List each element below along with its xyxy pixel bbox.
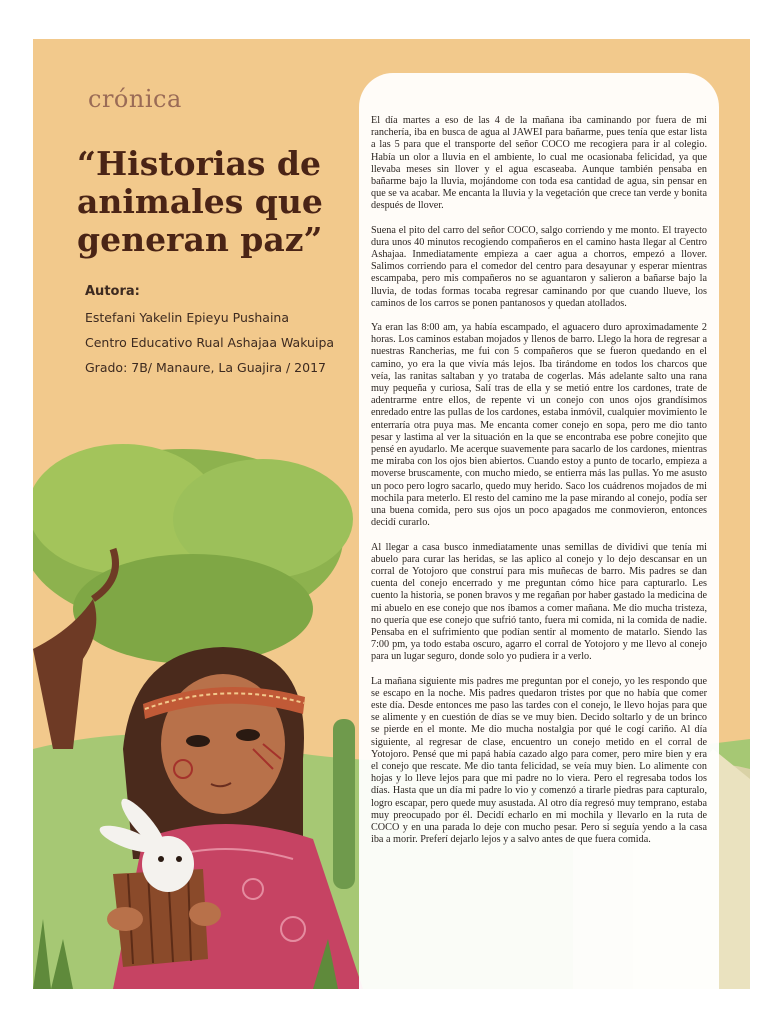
section-label: crónica [88,85,182,113]
paragraph-4: Al llegar a casa busco inmediatamente unas semillas de dividivi que tenía mi abuelo para curar las heridas, se las aplico al conejo y lo dejo descansar en un corral de Yotojoro que construí para mis muñecas de barro. Mis padres se dan cuenta del conejo encerrado y me preguntan cómo hice para capturarlo. Les cuento la historia, se ponen bravos y me regañan por haber gastado la medicina de mi abuelo en ese conejo que nos íbamos a comer mañana. Me dio mucha tristeza, no quería que ese conejo que sufrió tanto, fuera mi comida, ni la comida de nadie. Pensaba en el sufrimiento que podían sentir al momento de matarlo. Siendo las 7:00 pm, ya todo estaba oscuro, agarro el corral de Yotojoro y me llevo al conejo para un lugar seguro, donde solo yo pudiera ir a verlo. [371,541,707,663]
grade-info: Grado: 7B/ Manaure, La Guajira / 2017 [85,360,326,375]
author-label: Autora: [85,284,140,299]
school-name: Centro Educativo Rual Ashajaa Wakuipa [85,335,335,350]
paragraph-5: La mañana siguiente mis padres me preguntan por el conejo, yo les respondo que se escapo en la noche. Mis padres quedaron tristes por que no había que comer este día. Desde entonces me paso las tardes con el conejo, le llevo hojas para que se alimente y en cuestión de días se ve muy bien. Decido soltarlo y de un brinco se pierde en el monte. Me dio mucha nostalgia por qué le cogí cariño. Al día siguiente, al regresar de clase, encuentro un conejo metido en el corral de Yotojoro. Pensé que mi papá había cazado algo para comer, pero mire bien y era el conejo que rescate. Me dio tanta felicidad, se veía muy bien. Lo alimente con hojas y lo lleve lejos para que mi padre no lo viera. Pero el regresaba todos los días. Hasta que un día mi padre lo vio y comenzó a tirarle piedras para capturalo, logro escapar, pero quede muy asustada. Al otro día regresó muy temprano, estaba muy preocupado por él. Decidí echarlo en mi mochila y llevarlo en la ruta de COCO y en una parada lo deje con mucho pesar. Pero si seguía yendo a la casa iba a morir. Preferí dejarlo lejos y a salvo antes de que fuera comida. [371,675,707,846]
article-title: “Historias de animales que generan paz” [77,144,323,259]
paragraph-1: El día martes a eso de las 4 de la mañana iba caminando por fuera de mi ranchería, iba en busca de agua al JAWEI para bañarme, pues tenía que estar lista a las 5 para que el transporte del señor COCO me recogiera para ir al colegio. Había un olor a lluvia en el ambiente, lo cual me ocasionaba felicidad, ya que llevaba meses sin llover y el agua escaseaba. Aunque también pensaba en bañarme bajo la lluvia, mojándome con toda esa cantidad de agua, sin pensar en que se va acabar. Me encanta la lluvia y la vegetación que crece tan verde y bonita después de llover. [371,115,707,212]
magazine-page [33,39,750,989]
article-body [371,115,707,858]
author-name: Estefani Yakelin Epieyu Pushaina [85,310,290,325]
paragraph-2: Suena el pito del carro del señor COCO, salgo corriendo y me monto. El trayecto dura unos 40 minutos recogiendo compañeros en el camino hasta llegar al Centro Ashajaa. Inmediatamente empieza a caer agua a chorros, empezó a llover. Salimos corriendo para el comedor del centro para desayunar y esperar mientras escampaba, pero mis compañeros no se aguantaron y salieron a bañarse bajo la lluvia, de todas formas tocaba regresar caminando por que cuando llueve, los caminos de los carros se ponen pantanosos y quedan atollados. [371,224,707,309]
author-block [85,284,375,385]
paragraph-3: Ya eran las 8:00 am, ya había escampado, el aguacero duro aproximadamente 2 horas. Los caminos estaban mojados y llenos de barro. Llego la hora de regresar a nuestras Rancherias, me fui con 5 compañeros que se fueron quedando en el camino, yo era la que vivía más lejos. Iba tirándome en todos los charcos que veía, las ranitas saltaban y yo trataba de cogerlas. Más adelante salto una rana muy pequeña y curiosa, Salí tras de ella y se metió entre los cardones, trate de adentrarme entre ellos, de repente vi un conejo con unos ojos grandísimos enredado entre las pullas de los cardones, estaba inmóvil, cualquier movimiento le enterraría otra puya mas. Me encanta comer conejo en sopa, pero me dio tanto pesar y lastima al ver la situación en la que se encontraba ese pobre conejito que pensé en ayudarlo. Me acerque suavemente para sacarlo de los cardones, mientras me miraba con los ojos bien abiertos. Cuando estoy a punto de tocarlo, empieza a moverse bruscamente, con mucho miedo, se entierra más las pullas. Yo me asusto un poco pero logro sacarlo, quedo muy herido. Saco los cuádrenos mojados de mi mochila para meterlo. El resto del camino me la pase mirando al conejo, podía ser una buena comida, pero sus ojos un poco apagados me conmovieron, entonces decidí curarlo. [371,322,707,529]
